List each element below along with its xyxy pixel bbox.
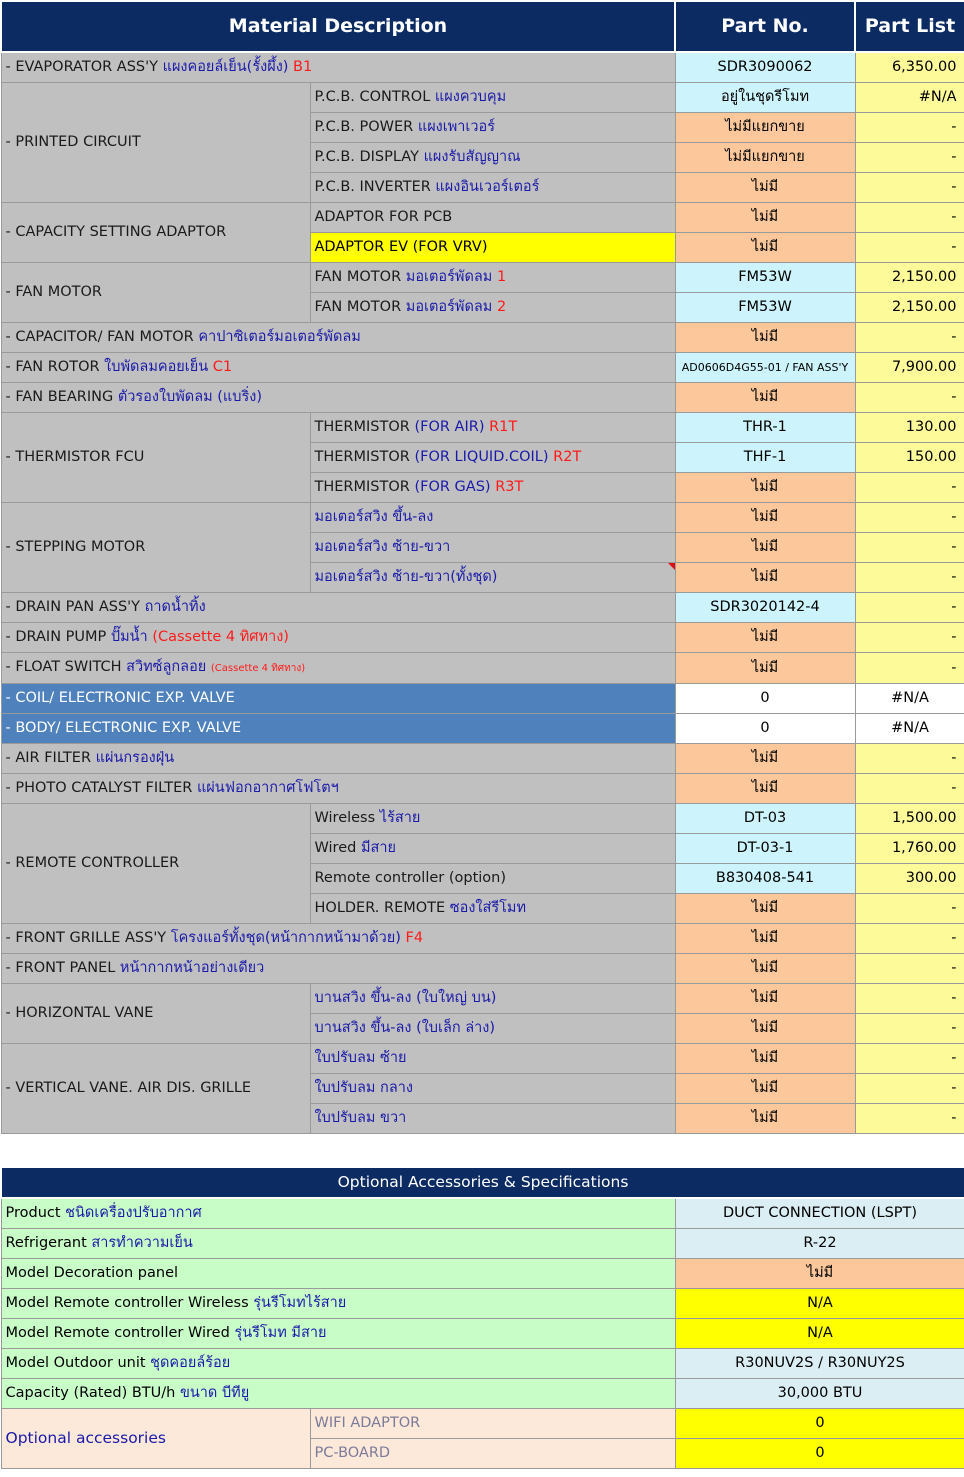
part-no-cell: ไม่มี — [675, 894, 855, 924]
row-coil-eev-label: - COIL/ ELECTRONIC EXP. VALVE — [1, 684, 675, 714]
row-remote-wireless-label: Wireless ไร้สาย — [310, 804, 675, 834]
spec-product-value: DUCT CONNECTION (LSPT) — [675, 1198, 964, 1229]
part-no-cell: FM53W — [675, 293, 855, 323]
price-cell: #N/A — [855, 714, 964, 744]
spec-decoration-value: ไม่มี — [675, 1259, 964, 1289]
table-row — [1, 924, 964, 954]
row-stepping-2-label: มอเตอร์สวิง ซ้าย-ขวา — [310, 533, 675, 563]
table-row — [1, 954, 964, 984]
row-evaporator-label: - EVAPORATOR ASS'Y แผงคอยล์เย็น(รั้งผึ้ง) B1 — [1, 52, 675, 83]
part-no-cell: ไม่มี — [675, 173, 855, 203]
part-no-cell: ไม่มี — [675, 774, 855, 804]
spec-remote-wireless-value: N/A — [675, 1289, 964, 1319]
price-cell: - — [855, 924, 964, 954]
part-no-cell: ไม่มีแยกขาย — [675, 113, 855, 143]
row-capacitor-label: - CAPACITOR/ FAN MOTOR คาปาซิเตอร์มอเตอร์พัดลม — [1, 323, 675, 353]
part-no-cell: 0 — [675, 714, 855, 744]
spec-row — [1, 1319, 964, 1349]
part-no-cell: ไม่มี — [675, 1044, 855, 1074]
row-fan-rotor-label: - FAN ROTOR ใบพัดลมคอยเย็น C1 — [1, 353, 675, 383]
row-fan-motor-1-label: FAN MOTOR มอเตอร์พัดลม 1 — [310, 263, 675, 293]
row-adaptor-ev-label: ADAPTOR EV (FOR VRV) — [310, 233, 675, 263]
part-no-cell: ไม่มี — [675, 653, 855, 684]
spec-remote-wired-label: Model Remote controller Wired รุ่นรีโมท มีสาย — [1, 1319, 675, 1349]
part-no-cell: AD0606D4G55-01 / FAN ASS'Y — [675, 353, 855, 383]
table-row — [1, 83, 964, 113]
price-cell: 130.00 — [855, 413, 964, 443]
price-cell: - — [855, 1014, 964, 1044]
price-cell: - — [855, 744, 964, 774]
part-no-cell: SDR3090062 — [675, 52, 855, 83]
row-air-filter-label: - AIR FILTER แผ่นกรองฝุ่น — [1, 744, 675, 774]
row-horizontal-1-label: บานสวิง ขึ้น-ลง (ใบใหญ่ บน) — [310, 984, 675, 1014]
part-no-cell: ไม่มี — [675, 623, 855, 653]
part-no-cell: ไม่มี — [675, 744, 855, 774]
row-pcb-display-label: P.C.B. DISPLAY แผงรับสัญญาณ — [310, 143, 675, 173]
group-capacity-setting-adaptor: - CAPACITY SETTING ADAPTOR — [1, 203, 310, 263]
price-cell: - — [855, 563, 964, 593]
table-row — [1, 984, 964, 1014]
row-vertical-2-label: ใบปรับลม กลาง — [310, 1074, 675, 1104]
part-no-cell: B830408-541 — [675, 864, 855, 894]
price-cell: 300.00 — [855, 864, 964, 894]
row-remote-wired-label: Wired มีสาย — [310, 834, 675, 864]
table-row — [1, 503, 964, 533]
spec-row — [1, 1259, 964, 1289]
price-cell: 2,150.00 — [855, 293, 964, 323]
table-row — [1, 52, 964, 83]
row-thermistor-air-label: THERMISTOR (FOR AIR) R1T — [310, 413, 675, 443]
part-no-cell: ไม่มี — [675, 503, 855, 533]
row-remote-option-label: Remote controller (option) — [310, 864, 675, 894]
part-no-cell: THF-1 — [675, 443, 855, 473]
part-no-cell: FM53W — [675, 263, 855, 293]
price-cell: 1,500.00 — [855, 804, 964, 834]
table-row — [1, 353, 964, 383]
price-cell: - — [855, 233, 964, 263]
price-cell: #N/A — [855, 684, 964, 714]
comment-indicator-icon[interactable] — [668, 563, 675, 570]
price-cell: - — [855, 623, 964, 653]
group-printed-circuit: - PRINTED CIRCUIT — [1, 83, 310, 203]
spec-capacity-value: 30,000 BTU — [675, 1379, 964, 1409]
spec-outdoor-label: Model Outdoor unit ชุดคอยล์ร้อย — [1, 1349, 675, 1379]
header-part-list: Part List — [855, 1, 964, 52]
part-no-cell: ไม่มี — [675, 1014, 855, 1044]
row-stepping-3-label: มอเตอร์สวิง ซ้าย-ขวา(ทั้งชุด) — [310, 563, 675, 593]
price-cell: - — [855, 323, 964, 353]
table-row — [1, 323, 964, 353]
table-row — [1, 714, 964, 744]
part-no-cell: ไม่มี — [675, 323, 855, 353]
row-vertical-1-label: ใบปรับลม ซ้าย — [310, 1044, 675, 1074]
price-cell: - — [855, 143, 964, 173]
part-no-cell: ไม่มี — [675, 1104, 855, 1134]
header-material-description: Material Description — [1, 1, 675, 52]
price-cell: - — [855, 653, 964, 684]
optional-accessories-table — [0, 1166, 964, 1469]
price-cell: - — [855, 203, 964, 233]
table-row — [1, 744, 964, 774]
row-pcb-inverter-label: P.C.B. INVERTER แผงอินเวอร์เตอร์ — [310, 173, 675, 203]
spec-refrigerant-label: Refrigerant สารทำความเย็น — [1, 1229, 675, 1259]
spec-row — [1, 1349, 964, 1379]
price-cell: - — [855, 113, 964, 143]
part-no-cell: 0 — [675, 684, 855, 714]
price-cell: - — [855, 383, 964, 413]
row-front-panel-label: - FRONT PANEL หน้ากากหน้าอย่างเดียว — [1, 954, 675, 984]
part-no-cell: ไม่มี — [675, 383, 855, 413]
part-no-cell: ไม่มี — [675, 1074, 855, 1104]
row-horizontal-2-label: บานสวิง ขึ้น-ลง (ใบเล็ก ล่าง) — [310, 1014, 675, 1044]
price-cell: - — [855, 894, 964, 924]
price-cell: - — [855, 1044, 964, 1074]
optional-accessories-label: Optional accessories — [1, 1409, 310, 1469]
spec-outdoor-value: R30NUV2S / R30NUY2S — [675, 1349, 964, 1379]
row-body-eev-label: - BODY/ ELECTRONIC EXP. VALVE — [1, 714, 675, 744]
price-cell: - — [855, 503, 964, 533]
group-horizontal-vane: - HORIZONTAL VANE — [1, 984, 310, 1044]
row-stepping-1-label: มอเตอร์สวิง ขึ้น-ลง — [310, 503, 675, 533]
part-no-cell: ไม่มี — [675, 954, 855, 984]
row-fan-bearing-label: - FAN BEARING ตัวรองใบพัดลม (แบริ่ง) — [1, 383, 675, 413]
part-no-cell: ไม่มี — [675, 563, 855, 593]
spec-row — [1, 1229, 964, 1259]
table-row — [1, 383, 964, 413]
price-cell: 1,760.00 — [855, 834, 964, 864]
row-vertical-3-label: ใบปรับลม ขวา — [310, 1104, 675, 1134]
part-no-cell: ไม่มี — [675, 233, 855, 263]
part-no-cell: ไม่มี — [675, 533, 855, 563]
part-no-cell: อยู่ในชุดรีโมท — [675, 83, 855, 113]
part-no-cell: DT-03-1 — [675, 834, 855, 864]
table-row — [1, 593, 964, 623]
part-no-cell: ไม่มี — [675, 984, 855, 1014]
row-thermistor-gas-label: THERMISTOR (FOR GAS) R3T — [310, 473, 675, 503]
group-fan-motor: - FAN MOTOR — [1, 263, 310, 323]
spec-remote-wired-value: N/A — [675, 1319, 964, 1349]
table-row — [1, 774, 964, 804]
row-pcb-control-label: P.C.B. CONTROL แผงควบคุม — [310, 83, 675, 113]
spec-row — [1, 1379, 964, 1409]
table-row — [1, 263, 964, 293]
optional-section-title: Optional Accessories & Specifications — [1, 1167, 964, 1198]
table-row — [1, 1044, 964, 1074]
row-fan-motor-2-label: FAN MOTOR มอเตอร์พัดลม 2 — [310, 293, 675, 323]
header-part-no: Part No. — [675, 1, 855, 52]
price-cell: - — [855, 1074, 964, 1104]
group-stepping-motor: - STEPPING MOTOR — [1, 503, 310, 593]
group-remote-controller: - REMOTE CONTROLLER — [1, 804, 310, 924]
table-row — [1, 653, 964, 684]
accessory-row — [1, 1409, 964, 1439]
price-cell: - — [855, 984, 964, 1014]
table-row — [1, 684, 964, 714]
price-cell: - — [855, 473, 964, 503]
row-front-grille-label: - FRONT GRILLE ASS'Y โครงแอร์ทั้งชุด(หน้ากากหน้ามาด้วย) F4 — [1, 924, 675, 954]
spec-row — [1, 1198, 964, 1229]
part-no-cell: SDR3020142-4 — [675, 593, 855, 623]
accessory-pcboard-value: 0 — [675, 1439, 964, 1469]
group-vertical-vane: - VERTICAL VANE. AIR DIS. GRILLE — [1, 1044, 310, 1134]
price-cell: 2,150.00 — [855, 263, 964, 293]
price-cell: 150.00 — [855, 443, 964, 473]
spec-decoration-label: Model Decoration panel — [1, 1259, 675, 1289]
row-photo-filter-label: - PHOTO CATALYST FILTER แผ่นฟอกอากาศโฟโตฯ — [1, 774, 675, 804]
part-no-cell: ไม่มี — [675, 473, 855, 503]
part-no-cell: THR-1 — [675, 413, 855, 443]
accessory-pcboard-label: PC-BOARD — [310, 1439, 675, 1469]
table-row — [1, 623, 964, 653]
header-row — [1, 1, 964, 52]
row-remote-holder-label: HOLDER. REMOTE ซองใส่รีโมท — [310, 894, 675, 924]
spec-capacity-label: Capacity (Rated) BTU/h ขนาด บีทียู — [1, 1379, 675, 1409]
table-row — [1, 413, 964, 443]
part-no-cell: DT-03 — [675, 804, 855, 834]
row-float-switch-label: - FLOAT SWITCH สวิทซ์ลูกลอย (Cassette 4 ทิศทาง) — [1, 653, 675, 684]
price-cell: - — [855, 954, 964, 984]
row-drain-pump-label: - DRAIN PUMP ปั๊มน้ำ (Cassette 4 ทิศทาง) — [1, 623, 675, 653]
group-thermistor-fcu: - THERMISTOR FCU — [1, 413, 310, 503]
optional-section-header — [1, 1167, 964, 1198]
spec-refrigerant-value: R-22 — [675, 1229, 964, 1259]
table-row — [1, 203, 964, 233]
spec-remote-wireless-label: Model Remote controller Wireless รุ่นรีโมทไร้สาย — [1, 1289, 675, 1319]
accessory-wifi-value: 0 — [675, 1409, 964, 1439]
price-cell: - — [855, 774, 964, 804]
part-no-cell: ไม่มี — [675, 203, 855, 233]
price-cell: 7,900.00 — [855, 353, 964, 383]
table-row — [1, 804, 964, 834]
price-cell: 6,350.00 — [855, 52, 964, 83]
spec-product-label: Product ชนิดเครื่องปรับอากาศ — [1, 1198, 675, 1229]
part-no-cell: ไม่มีแยกขาย — [675, 143, 855, 173]
row-pcb-power-label: P.C.B. POWER แผงเพาเวอร์ — [310, 113, 675, 143]
accessory-wifi-label: WIFI ADAPTOR — [310, 1409, 675, 1439]
price-cell: - — [855, 593, 964, 623]
price-cell: #N/A — [855, 83, 964, 113]
part-no-cell: ไม่มี — [675, 924, 855, 954]
row-adaptor-pcb-label: ADAPTOR FOR PCB — [310, 203, 675, 233]
price-cell: - — [855, 1104, 964, 1134]
row-thermistor-liquid-label: THERMISTOR (FOR LIQUID.COIL) R2T — [310, 443, 675, 473]
row-drain-pan-label: - DRAIN PAN ASS'Y ถาดน้ำทิ้ง — [1, 593, 675, 623]
spec-row — [1, 1289, 964, 1319]
price-cell: - — [855, 533, 964, 563]
price-cell: - — [855, 173, 964, 203]
